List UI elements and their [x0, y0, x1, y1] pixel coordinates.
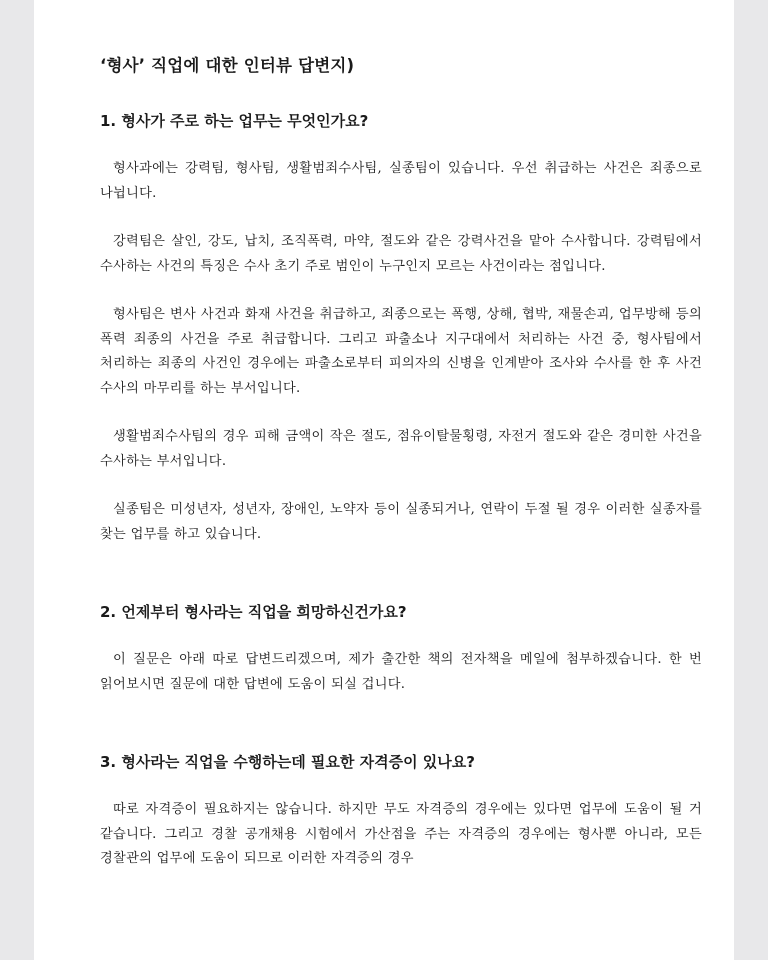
answer-paragraph: 형사과에는 강력팀, 형사팀, 생활범죄수사팀, 실종팀이 있습니다. 우선 취급하는 사건은 죄종으로 나뉩니다. — [100, 161, 702, 201]
answer-paragraph: 실종팀은 미성년자, 성년자, 장애인, 노약자 등이 실종되거나, 연락이 두절 될 경우 이러한 실종자를 찾는 업무를 하고 있습니다. — [100, 502, 702, 542]
answer-paragraph: 이 질문은 아래 따로 답변드리겠으며, 제가 출간한 책의 전자책을 메일에 첨부하겠습니다. 한 번 읽어보시면 질문에 대한 답변에 도움이 되실 겁니다. — [100, 652, 702, 692]
section-3 — [100, 751, 702, 872]
section-1 — [100, 110, 702, 547]
document-title: ‘형사’ 직업에 대한 인터뷰 답변지) — [100, 56, 355, 75]
question-heading: 2. 언제부터 형사라는 직업을 희망하신건가요? — [100, 603, 407, 621]
answer-paragraph: 강력팀은 살인, 강도, 납치, 조직폭력, 마약, 절도와 같은 강력사건을 맡아 수사합니다. 강력팀에서 수사하는 사건의 특징은 수사 초기 주로 범인이 누구인지 모르는 사건이라는 점입니다. — [100, 234, 702, 274]
section-2 — [100, 601, 702, 697]
answer-paragraph: 따로 자격증이 필요하지는 않습니다. 하지만 무도 자격증의 경우에는 있다면 업무에 도움이 될 거 같습니다. 그리고 경찰 공개채용 시험에서 가산점을 주는 자격증의 경우에는 형사뿐 아니라, 모든 경찰관의 업무에 도움이 되므로 이러한 자격증의 경우 — [100, 802, 702, 866]
question-heading: 1. 형사가 주로 하는 업무는 무엇인가요? — [100, 112, 369, 130]
answer-paragraph: 생활범죄수사팀의 경우 피해 금액이 작은 절도, 점유이탈물횡령, 자전거 절도와 같은 경미한 사건을 수사하는 부서입니다. — [100, 429, 702, 469]
question-heading: 3. 형사라는 직업을 수행하는데 필요한 자격증이 있나요? — [100, 753, 475, 771]
document-page — [34, 0, 734, 960]
document-content — [100, 52, 702, 872]
answer-paragraph: 형사팀은 변사 사건과 화재 사건을 취급하고, 죄종으로는 폭행, 상해, 협박, 재물손괴, 업무방해 등의 폭력 죄종의 사건을 주로 취급합니다. 그리고 파출소나 지구대에서 처리하는 사건 중, 형사팀에서 처리하는 죄종의 사건인 경우에는 파출소로부터 피의자의 신병을 인계받아 조사와 수사를 한 후 사건 수사의 마무리를 하는 부서입니다. — [100, 307, 702, 396]
